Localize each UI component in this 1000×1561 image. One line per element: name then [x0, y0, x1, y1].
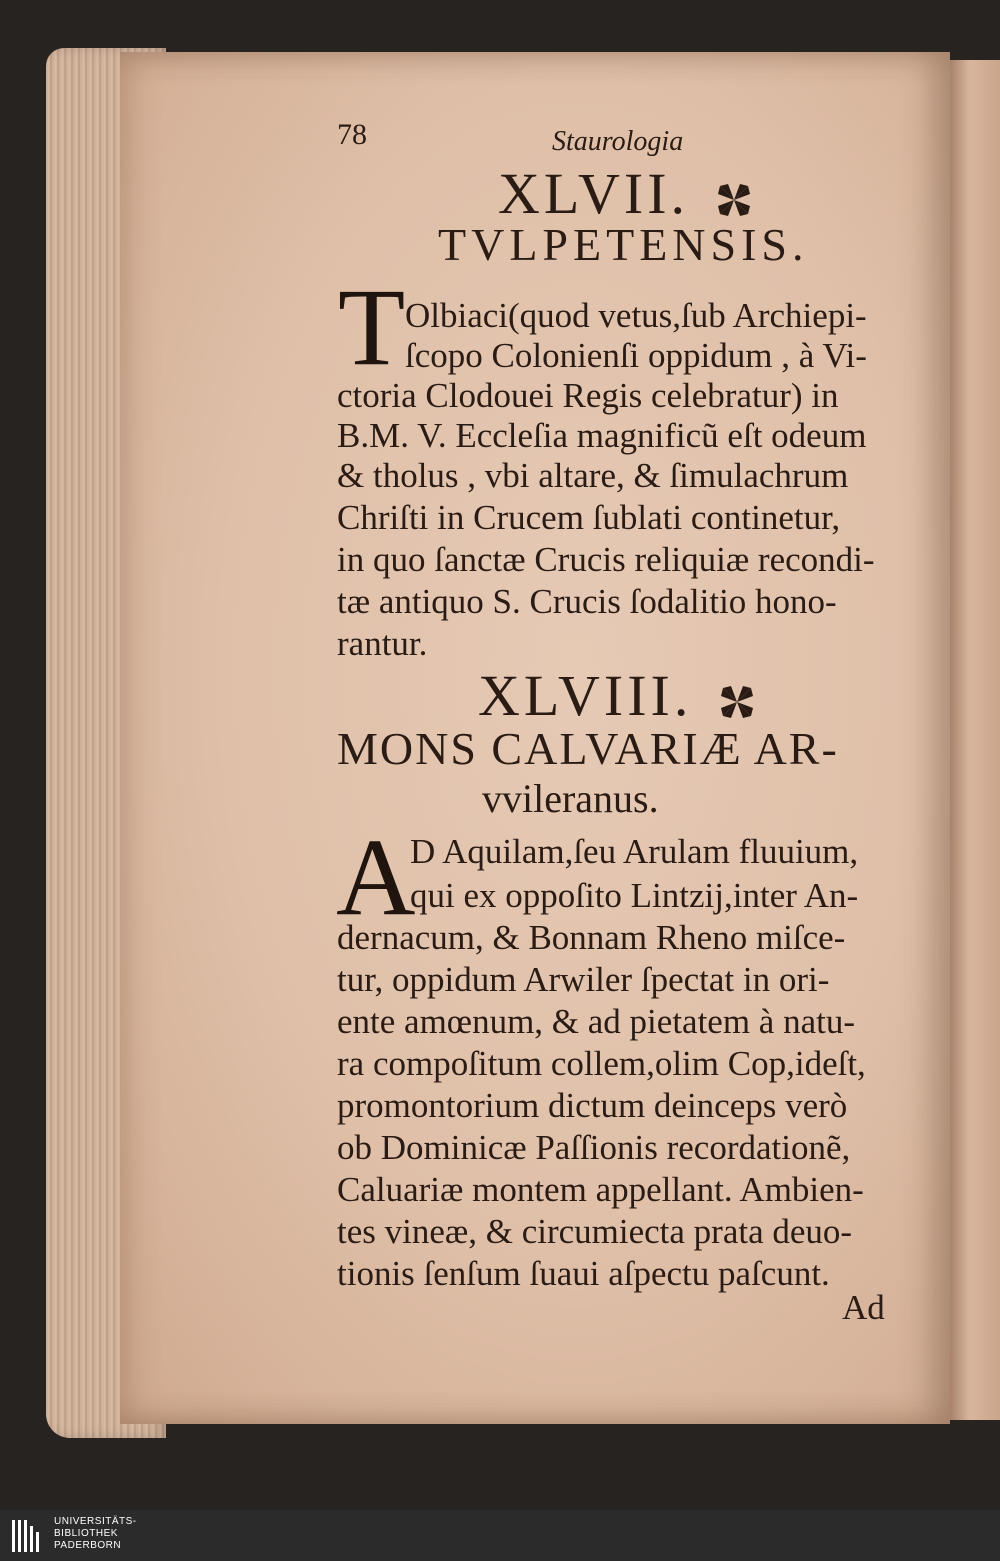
text-line: ctoria Clodouei Regis celebratur) in [337, 376, 839, 415]
section-title: MONS CALVARIÆ AR- [337, 723, 839, 774]
page-number: 78 [337, 118, 367, 151]
text-line: Olbiaci(quod vetus,ſub Archiepi- [405, 296, 867, 335]
text-line: ſcopo Colonienſi oppidum , à Vi- [405, 336, 867, 375]
text-line: B.M. V. Eccleſia magnificũ eſt odeum [337, 416, 867, 455]
library-logo-icon [10, 1516, 48, 1556]
text-line: D Aquilam,ſeu Arulam fluuium, [410, 832, 859, 871]
text-line: & tholus , vbi altare, & ſimulachrum [337, 456, 849, 495]
library-name [54, 1516, 137, 1552]
drop-cap: A [336, 816, 416, 938]
section-heading-number [498, 160, 754, 227]
text-line: qui ex oppoſito Lintzij,inter An- [410, 876, 859, 915]
library-name-line: PADERBORN [54, 1540, 122, 1551]
maltese-cross-icon [717, 682, 757, 722]
running-head: Staurologia [552, 126, 684, 157]
section-heading-number [478, 662, 757, 729]
text-line: ob Dominicæ Paſſionis recordationẽ, [337, 1128, 851, 1167]
catchword: Ad [842, 1288, 885, 1327]
text-line: rantur. [337, 624, 428, 663]
text-line: ra compoſitum collem,olim Cop,ideſt, [337, 1044, 866, 1083]
library-name-line: BIBLIOTHEK [54, 1528, 118, 1539]
text-line: tæ antiquo S. Crucis ſodalitio hono- [337, 582, 837, 621]
section-number: XLVIII. [478, 663, 693, 728]
text-line: tes vineæ, & circumiecta prata deuo- [337, 1212, 853, 1251]
text-line: Chriſti in Crucem ſublati continetur, [337, 498, 841, 537]
section-title-continued: vvileranus. [482, 776, 659, 821]
section-title: TVLPETENSIS. [438, 219, 809, 270]
text-line: dernacum, & Bonnam Rheno miſce- [337, 918, 846, 957]
facing-page-edge [950, 60, 1000, 1420]
section-number: XLVII. [498, 161, 690, 226]
library-footer [0, 1510, 1000, 1561]
library-name-line: UNIVERSITÄTS- [54, 1516, 137, 1527]
maltese-cross-icon [714, 180, 754, 220]
drop-cap: T [338, 266, 406, 388]
text-line: tur, oppidum Arwiler ſpectat in ori- [337, 960, 830, 999]
text-line: in quo ſanctæ Crucis reliquiæ recondi- [337, 540, 875, 579]
text-line: Caluariæ montem appellant. Ambien- [337, 1170, 864, 1209]
text-line: tionis ſenſum ſuaui aſpectu paſcunt. [337, 1254, 830, 1293]
text-line: promontorium dictum deinceps verò [337, 1086, 848, 1125]
text-line: ente amœnum, & ad pietatem à natu- [337, 1002, 856, 1041]
